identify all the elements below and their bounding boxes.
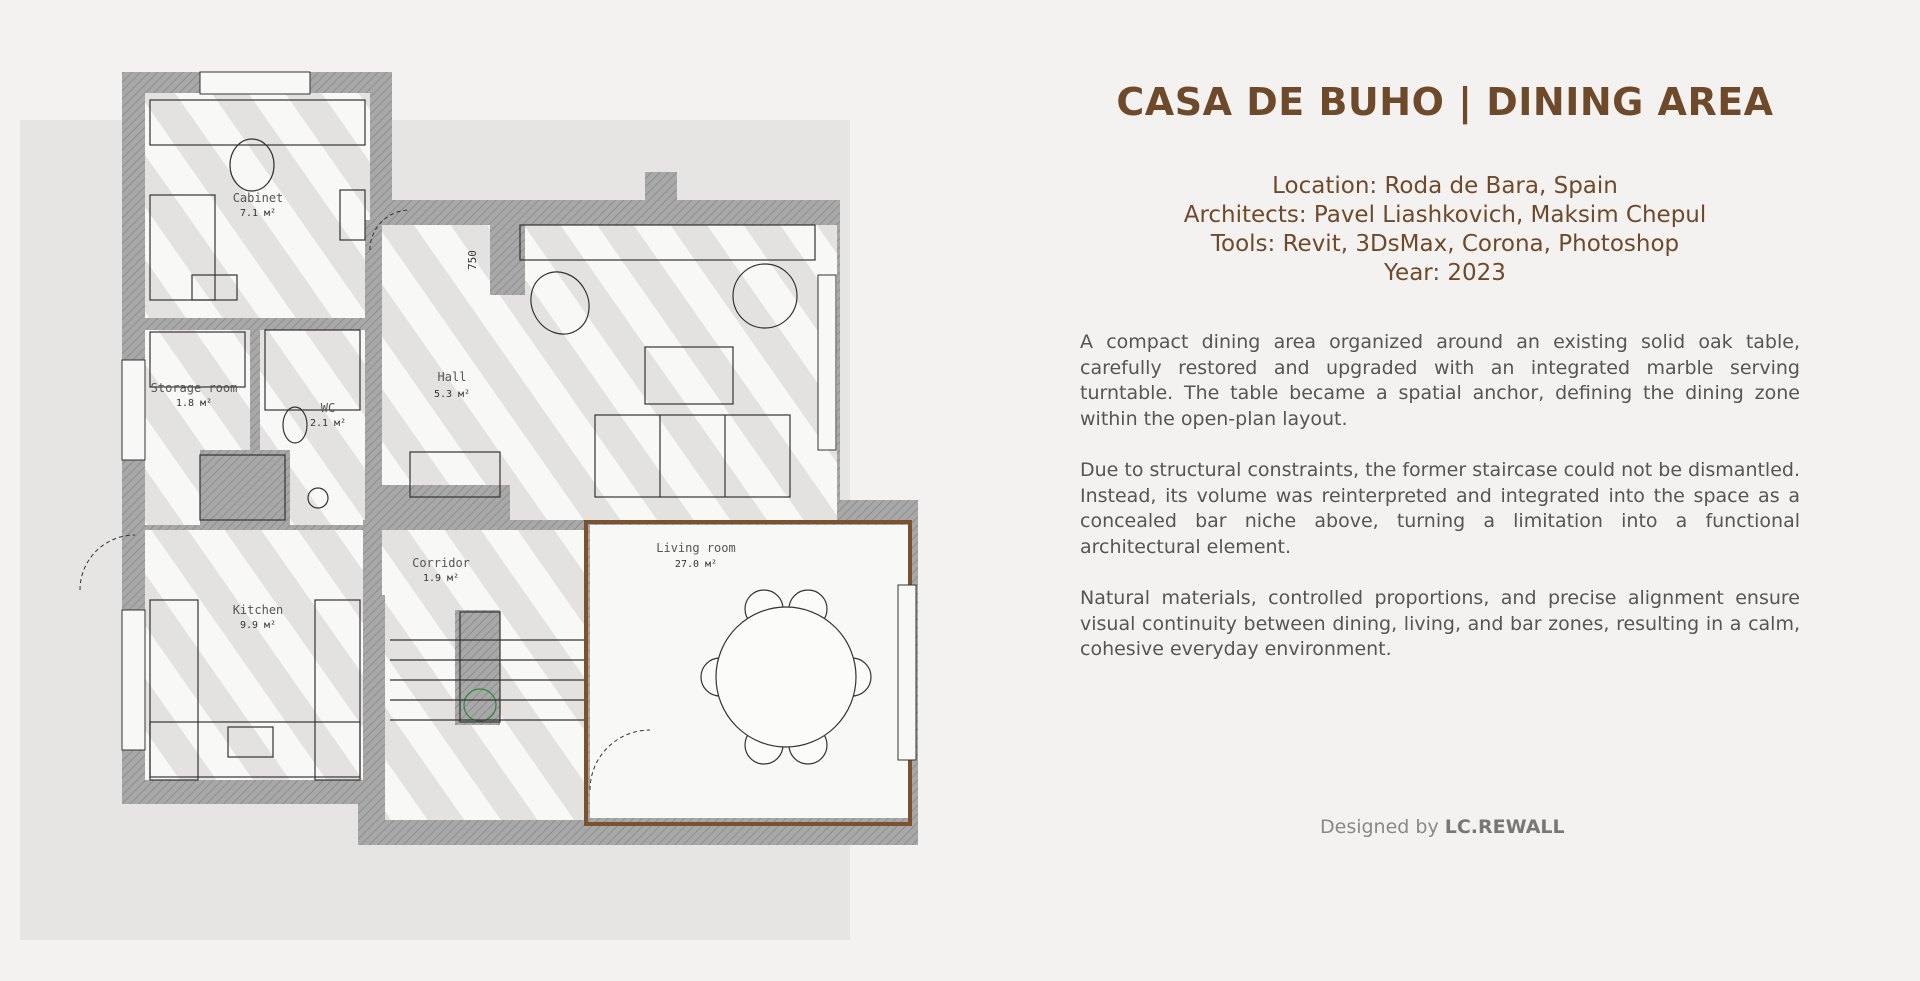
room-area-storage: 1.8 м² bbox=[175, 398, 213, 409]
window-hall bbox=[818, 275, 836, 450]
description bbox=[1080, 330, 1800, 663]
window-living bbox=[898, 585, 916, 760]
dimension-label: 750 bbox=[466, 250, 479, 270]
meta-tools: Tools: Revit, 3DsMax, Corona, Photoshop bbox=[1210, 231, 1680, 257]
credit-prefix: Designed by bbox=[1320, 816, 1439, 838]
room-label-hall: Hall bbox=[437, 370, 467, 384]
room-label-wc: WC bbox=[320, 401, 336, 415]
room-label-living: Living room bbox=[656, 541, 736, 555]
project-meta bbox=[1080, 172, 1810, 288]
page-title: CASA DE BUHO | DINING AREA bbox=[1116, 80, 1774, 124]
description-paragraph-3: Natural materials, controlled proportions, and precise alignment ensure visual continuity between dining, living, and bar zones, resulting in a calm, cohesive everyday environment. bbox=[1080, 587, 1800, 660]
room-label-storage: Storage room bbox=[150, 381, 238, 395]
room-area-corridor: 1.9 м² bbox=[422, 573, 460, 584]
credit-brand: LC.REWALL bbox=[1444, 816, 1565, 838]
window-cabinet bbox=[200, 72, 310, 94]
room-label-cabinet: Cabinet bbox=[232, 191, 284, 205]
description-paragraph-2: Due to structural constraints, the former staircase could not be dismantled. Instead, its volume was reinterpreted and integrated into the space as a concealed bar niche above, turning a limitation into a functional architectural element. bbox=[1080, 459, 1800, 558]
room-area-kitchen: 9.9 м² bbox=[239, 620, 277, 631]
room-area-hall: 5.3 м² bbox=[433, 389, 471, 400]
description-paragraph-1: A compact dining area organized around an existing solid oak table, carefully restored and upgraded with an integrated marble serving turntable. The table became a spatial anchor, defining the dining zone within the open-plan layout. bbox=[1080, 331, 1800, 430]
room-area-cabinet: 7.1 м² bbox=[239, 208, 277, 219]
dining-table bbox=[716, 607, 856, 747]
room-area-wc: 2.1 м² bbox=[309, 418, 347, 429]
window-storage bbox=[122, 360, 145, 460]
room-area-living: 27.0 м² bbox=[674, 559, 718, 570]
designer-credit bbox=[1320, 816, 1565, 838]
meta-architects: Architects: Pavel Liashkovich, Maksim Chepul bbox=[1183, 202, 1707, 228]
room-label-corridor: Corridor bbox=[412, 556, 470, 570]
window-kitchen bbox=[122, 610, 145, 750]
project-info bbox=[1080, 80, 1810, 689]
room-label-kitchen: Kitchen bbox=[232, 603, 284, 617]
meta-location: Location: Roda de Bara, Spain bbox=[1272, 173, 1618, 199]
meta-year: Year: 2023 bbox=[1384, 260, 1506, 286]
